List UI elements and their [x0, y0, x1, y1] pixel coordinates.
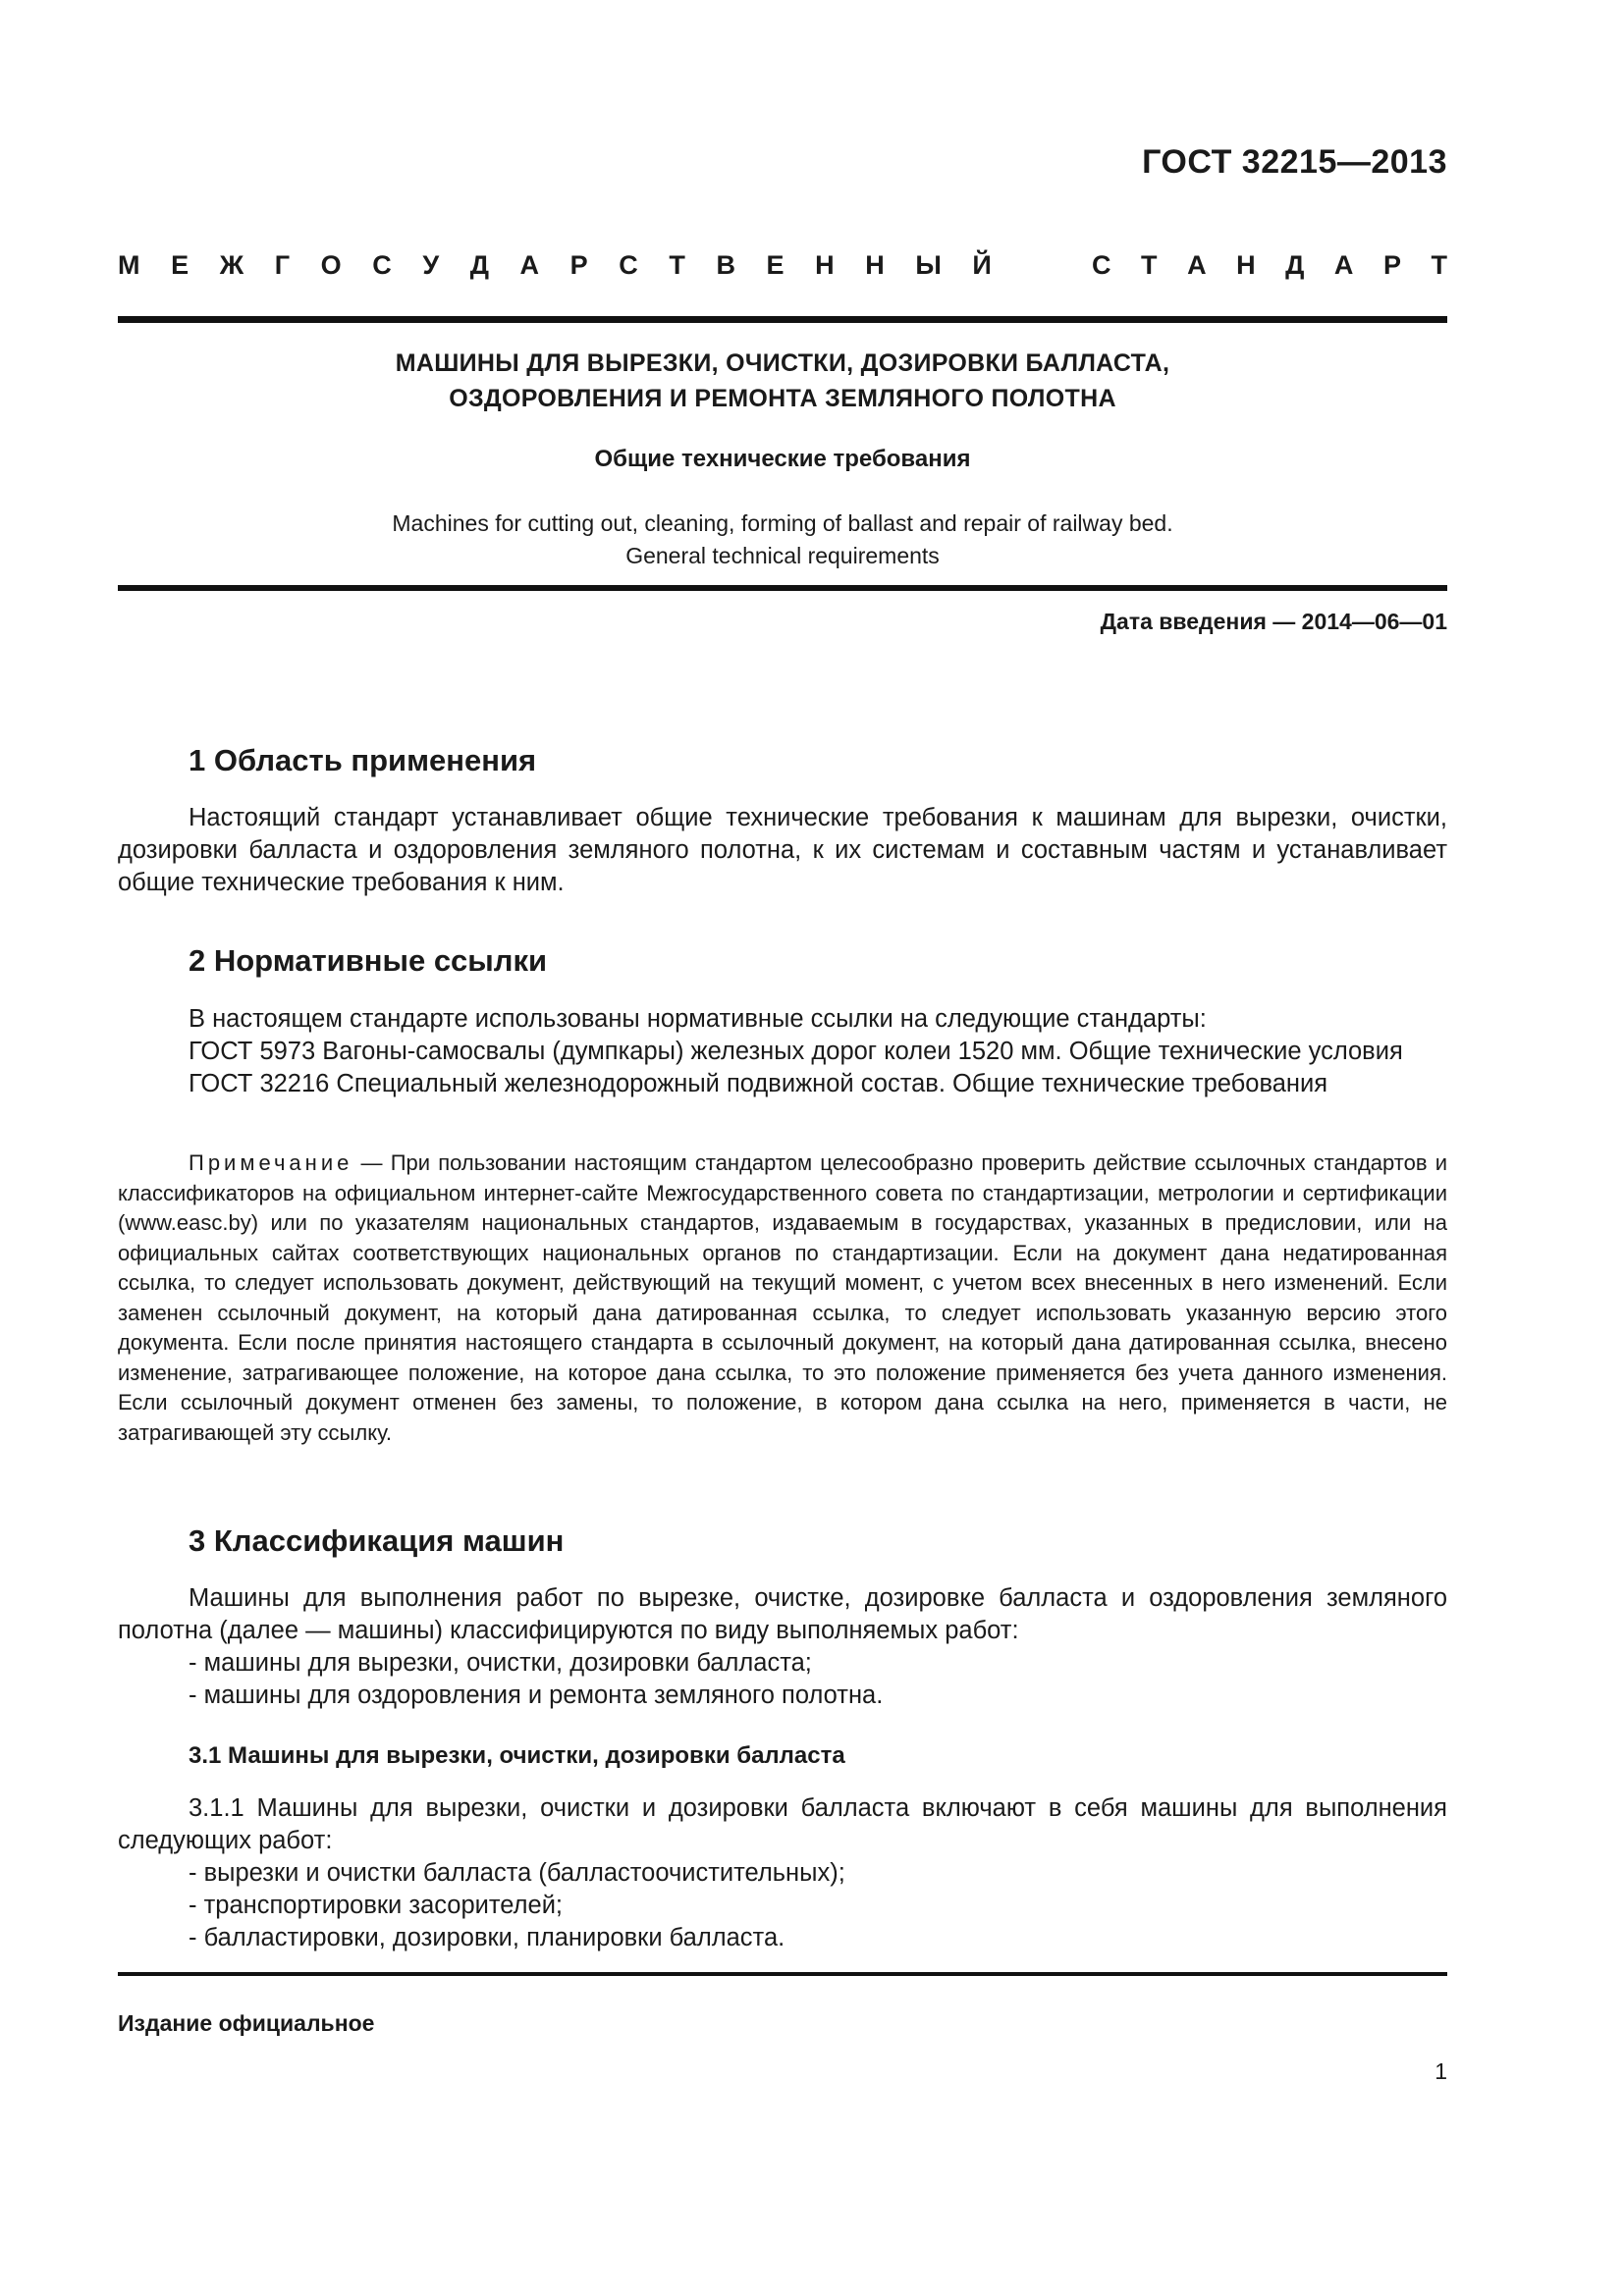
banner-letter: О	[320, 250, 342, 280]
english-title-line-2: General technical requirements	[625, 543, 940, 568]
banner-letter: Г	[274, 250, 291, 280]
section-3-paragraph: Машины для выполнения работ по вырезке, очистке, дозировке балласта и оздоровления земляного полотна (далее — машины) классифицируются по виду выполняемых работ:	[118, 1584, 1447, 1644]
banner-letter: Т	[1141, 250, 1158, 280]
subsection-3-1-heading: 3.1 Машины для вырезки, очистки, дозировки балласта	[189, 1742, 845, 1769]
banner-letter: В	[716, 250, 735, 280]
document-subtitle: Общие технические требования	[594, 446, 971, 472]
banner-letter: Н	[1236, 250, 1256, 280]
banner-letter: Е	[171, 250, 189, 280]
section-1-paragraph: Настоящий стандарт устанавливает общие технические требования к машинам для вырезки, очистки, дозировки балласта и оздоровления земляного полотна, к их системам и составным частям и устанавливает общие технические требования к ним.	[118, 804, 1447, 896]
banner-letter: Н	[865, 250, 885, 280]
banner-letter: Й	[972, 250, 992, 280]
official-edition-label: Издание официальное	[118, 2010, 375, 2036]
section-3-list	[189, 1647, 883, 1712]
section-1-text	[118, 802, 1447, 899]
banner-letter: С	[372, 250, 392, 280]
english-title	[118, 507, 1447, 572]
list-item: - вырезки и очистки балласта (балластоочистительных);	[189, 1859, 845, 1887]
banner-letter: Е	[766, 250, 785, 280]
standard-type-word1	[118, 250, 992, 281]
section-2-heading: 2 Нормативные ссылки	[189, 943, 548, 978]
english-title-line-1: Machines for cutting out, cleaning, forming of ballast and repair of railway bed.	[392, 510, 1173, 536]
section-2-ref-1: ГОСТ 5973 Вагоны-самосвалы (думпкары) железных дорог колеи 1520 мм. Общие технические условия	[189, 1038, 1403, 1065]
banner-letter: У	[422, 250, 440, 280]
document-title	[118, 346, 1447, 416]
section-3-heading: 3 Классификация машин	[189, 1523, 565, 1558]
section-2-text	[118, 1003, 1447, 1100]
banner-letter: Т	[1431, 250, 1447, 280]
list-item: - транспортировки засорителей;	[189, 1892, 564, 1919]
banner-letter: А	[1187, 250, 1207, 280]
subsection-3-1-list	[189, 1857, 845, 1954]
subsection-3-1-paragraph: 3.1.1 Машины для вырезки, очистки и дозировки балласта включают в себя машины для выполнения следующих работ:	[118, 1794, 1447, 1854]
banner-letter: А	[519, 250, 540, 280]
banner-letter: А	[1333, 250, 1354, 280]
gost-number: ГОСТ 32215—2013	[1142, 143, 1447, 181]
banner-letter: М	[118, 250, 140, 280]
standard-type-banner	[118, 250, 1447, 281]
banner-letter: С	[619, 250, 638, 280]
footer-rule	[118, 1972, 1447, 1976]
banner-letter: Д	[469, 250, 489, 280]
banner-letter: Т	[669, 250, 685, 280]
section-2-note	[118, 1148, 1447, 1448]
list-item: - машины для вырезки, очистки, дозировки балласта;	[189, 1649, 812, 1677]
banner-letter: Р	[569, 250, 588, 280]
banner-letter: С	[1092, 250, 1111, 280]
note-text: — При пользовании настоящим стандартом целесообразно проверить действие ссылочных стандартов и классификаторов на официальном интернет-сайте Межгосударственного совета по стандартизации, метрологии и сертификации (www.easc.by) или по указателям национальных стандартов, издаваемым в государствах, указанных в предисловии, или на официальных сайтах соответствующих национальных органов по стандартизации. Если на документ дана недатированная ссылка, то следует использовать документ, действующий на текущий момент, с учетом всех внесенных в него изменений. Если заменен ссылочный документ, на который дана датированная ссылка, то следует использовать указанную версию этого документа. Если после принятия настоящего стандарта в ссылочный документ, на который дана датированная ссылка, внесено изменение, затрагивающее положение, на которое дана ссылка, то это положение применяется без учета данного изменения. Если ссылочный документ отменен без замены, то положение, в котором дана ссылка на него, применяется в части, не затрагивающей эту ссылку.	[118, 1150, 1447, 1445]
title-line-2: ОЗДОРОВЛЕНИЯ И РЕМОНТА ЗЕМЛЯНОГО ПОЛОТНА	[449, 385, 1116, 412]
subsection-3-1-text	[118, 1792, 1447, 1857]
banner-letter: Д	[1285, 250, 1305, 280]
section-2-intro: В настоящем стандарте использованы нормативные ссылки на следующие стандарты:	[189, 1005, 1207, 1033]
page-number: 1	[1435, 2058, 1447, 2084]
banner-letter: Ы	[915, 250, 942, 280]
title-bottom-rule	[118, 585, 1447, 591]
list-item: - балластировки, дозировки, планировки балласта.	[189, 1924, 785, 1951]
banner-letter: Р	[1382, 250, 1401, 280]
section-1-heading: 1 Область применения	[189, 743, 537, 777]
top-rule	[118, 316, 1447, 323]
section-2-ref-2: ГОСТ 32216 Специальный железнодорожный подвижной состав. Общие технические требования	[189, 1070, 1328, 1097]
list-item: - машины для оздоровления и ремонта земляного полотна.	[189, 1682, 884, 1709]
title-line-1: МАШИНЫ ДЛЯ ВЫРЕЗКИ, ОЧИСТКИ, ДОЗИРОВКИ БАЛЛАСТА,	[395, 349, 1170, 377]
standard-type-word2	[1092, 250, 1447, 281]
banner-letter: Ж	[219, 250, 244, 280]
note-label: Примечание	[189, 1150, 353, 1175]
section-3-text	[118, 1582, 1447, 1647]
banner-letter: Н	[815, 250, 835, 280]
introduction-date: Дата введения — 2014—06—01	[1100, 609, 1447, 634]
